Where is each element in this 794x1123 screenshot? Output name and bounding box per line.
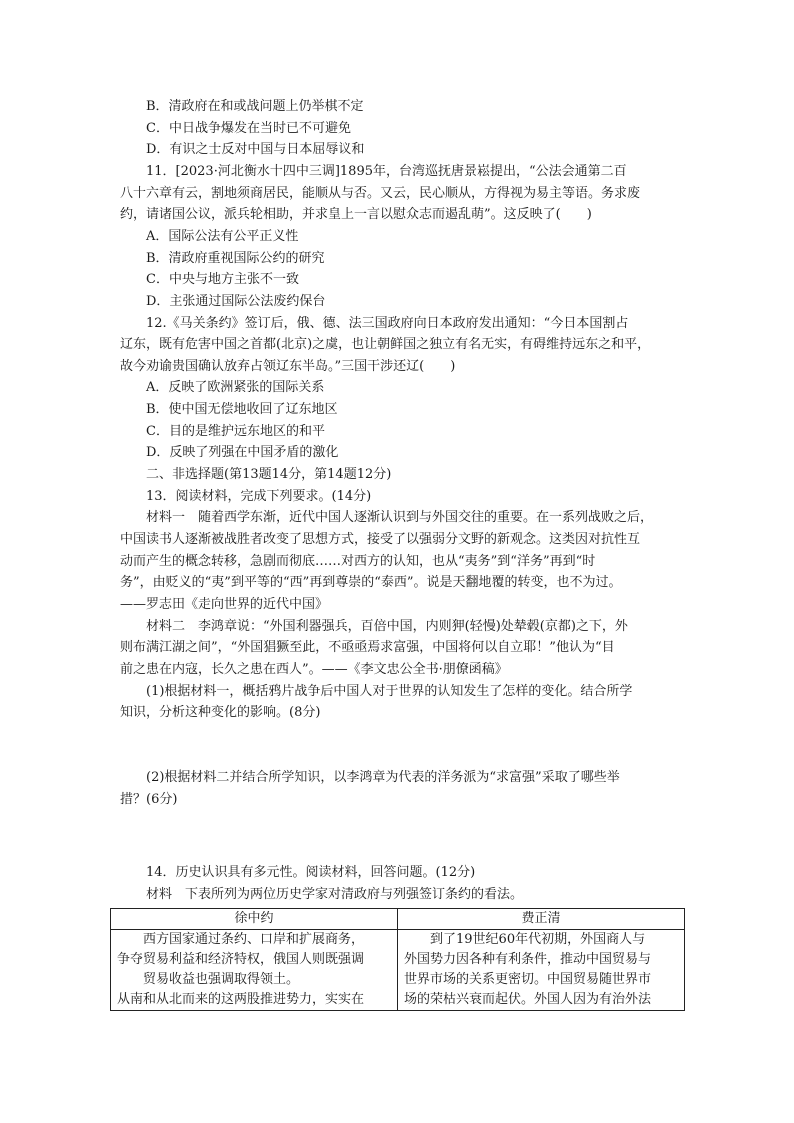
q10-option-c: C．中日战争爆发在当时已不可避免: [146, 121, 351, 136]
q11-stem-line: 八十六章有云，割地须商居民，能顺从与否。又云，民心顺从，方得视为易主等语。务求废: [120, 186, 641, 201]
cell-line: 从南和从北而来的这两股推进势力，实实在: [117, 992, 365, 1007]
table-header-row: [111, 909, 685, 930]
historians-comparison-table: [110, 908, 685, 1011]
q12-stem-line: 辽东，既有危害中国之首都(北京)之虞，也让朝鲜国之独立有名无实，有碍维持远东之和平，: [120, 337, 651, 352]
table-row: [111, 930, 685, 1011]
q13-sub1-line: 知识，分析这种变化的影响。(8分): [120, 705, 321, 720]
q11-option-c: C．中央与地方主张不一致: [146, 272, 299, 287]
table-cell-fei: [398, 930, 685, 1011]
cell-line: 场的荣枯兴衰而起伏。外国人因为有治外法: [404, 992, 652, 1007]
q11-option-b: B．清政府重视国际公约的研究: [146, 251, 325, 266]
q14-material: 材料 下表所列为两位历史学家对清政府与列强签订条约的看法。: [146, 887, 524, 902]
cell-line: 世界市场的关系更密切。中国贸易随世界市: [404, 972, 652, 987]
cell-line: 争夺贸易利益和经济特权，俄国人则既强调: [117, 952, 365, 967]
cell-line: 到了19世纪60年代初期，外国商人与: [430, 932, 646, 947]
q11-option-a: A．国际公法有公平正义性: [146, 229, 299, 244]
q13-material1-source: ——罗志田《走向世界的近代中国》: [120, 597, 329, 612]
q11-option-d: D．主张通过国际公法废约保台: [146, 294, 326, 309]
q12-stem-line: 故今劝谕贵国确认放弃占领辽东半岛。”三国干涉还辽( ): [120, 359, 456, 374]
q13-sub2-line: (2)根据材料二并结合所学知识，以李鸿章为代表的洋务派为“求富强”采取了哪些举: [146, 770, 620, 785]
cell-line: 西方国家通过条约、口岸和扩展商务，: [143, 932, 365, 947]
q12-option-d: D．反映了列强在中国矛盾的激化: [146, 445, 339, 460]
cell-line: 外国势力因各种有利条件，推动中国贸易与: [404, 952, 652, 967]
q13-sub1-line: (1)根据材料一，概括鸦片战争后中国人对于世界的认知发生了怎样的变化。结合所学: [146, 684, 633, 699]
q13-material2-line: 材料二 李鸿章说：“外国利器强兵，百倍中国，内则狎(轻慢)处辇毂(京都)之下，外: [146, 619, 628, 634]
table-header-fei: 费正清: [398, 909, 685, 930]
q13-material1-line: 动而产生的概念转移，急剧而彻底……对西方的认知，也从“夷务”到“洋务”再到“时: [120, 554, 596, 569]
table-header-xu: 徐中约: [111, 909, 398, 930]
q13-material2-line: 则布满江湖之间”，“外国猖獗至此，不亟亟焉求富强，中国将何以自立耶！”他认为“目: [120, 640, 615, 655]
q13-material1-line: 务”，由贬义的“夷”到平等的“西”再到尊崇的“泰西”。说是天翻地覆的转变，也不为过。: [120, 575, 622, 590]
q13-material1-line: 中国读书人逐渐被战胜者改变了思想方式，接受了以强弱分文野的新观念。这类因对抗性互: [120, 532, 641, 547]
cell-line: 贸易收益也强调取得领土。: [143, 972, 300, 987]
q11-stem-line: 约，请诸国公议，派兵轮相助，并求皇上一言以慰众志而遏乱萌”。这反映了( ): [120, 207, 592, 222]
q13-material2-line: 前之患在内寇，长久之患在西人”。——《李文忠公全书·朋僚函稿》: [120, 662, 508, 677]
q14-stem: 14．历史认识具有多元性。阅读材料，回答问题。(12分): [146, 865, 476, 880]
q12-stem-line: 12.《马关条约》签订后，俄、德、法三国政府向日本政府发出通知：“今日本国割占: [146, 316, 629, 331]
q12-option-c: C．目的是维护远东地区的和平: [146, 424, 325, 439]
table-cell-xu: [111, 930, 398, 1011]
q10-option-b: B．清政府在和或战问题上仍举棋不定: [146, 99, 364, 114]
q13-stem: 13．阅读材料，完成下列要求。(14分): [146, 489, 372, 504]
q10-option-d: D．有识之士反对中国与日本屈辱议和: [146, 142, 365, 157]
q13-sub2-line: 措？(6分): [120, 792, 178, 807]
section-title: 二、非选择题(第13题14分，第14题12分): [146, 467, 392, 482]
q11-stem-line: 11．[2023·河北衡水十四中三调]1895年，台湾巡抚唐景崧提出，“公法会通第二百: [146, 164, 627, 179]
q12-option-b: B．使中国无偿地收回了辽东地区: [146, 402, 338, 417]
q13-material1-line: 材料一 随着西学东渐，近代中国人逐渐认识到与外国交往的重要。在一系列战败之后，: [146, 510, 654, 525]
q12-option-a: A．反映了欧洲紧张的国际关系: [146, 380, 325, 395]
